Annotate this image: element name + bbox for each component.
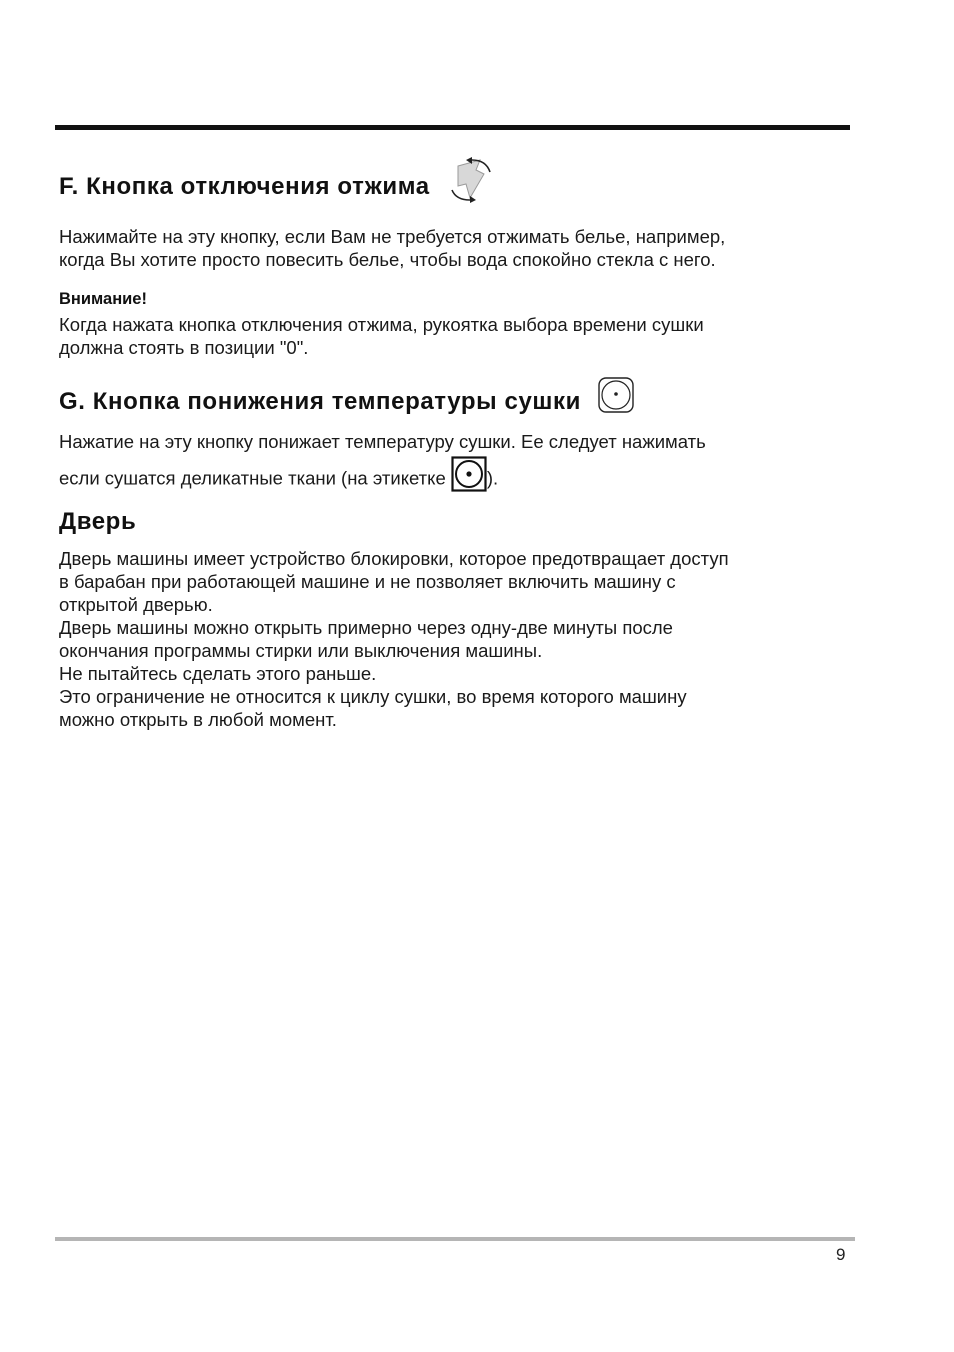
section-g-body-line — [59, 462, 706, 497]
section-door-heading — [59, 508, 136, 536]
section-door-body-line: Дверь машины можно открыть примерно через одну-две минуты после — [59, 617, 673, 638]
section-f-body-line: Нажимайте на эту кнопку, если Вам не требуется отжимать белье, например, — [59, 226, 726, 247]
section-door-body-line: Это ограничение не относится к циклу сушки, во время которого машину — [59, 686, 687, 707]
section-f-title: F. Кнопка отключения отжима — [59, 172, 430, 200]
section-door-body-line: открытой дверью. — [59, 594, 213, 615]
section-g-body-line-start: если сушатся деликатные ткани (на этикетке — [59, 467, 451, 489]
section-f-note-label: Внимание! — [59, 290, 147, 308]
no-spin-icon — [446, 156, 496, 211]
section-door-body-line: можно открыть в любой момент. — [59, 709, 337, 730]
section-f-body — [59, 225, 725, 271]
section-door-body-line: Не пытайтесь сделать этого раньше. — [59, 663, 377, 684]
section-door-body-line: Дверь машины имеет устройство блокировки, которое предотвращает доступ — [59, 548, 729, 569]
section-g-body — [59, 430, 706, 497]
section-f-heading — [59, 162, 496, 211]
section-f-body-line: когда Вы хотите просто повесить белье, чтобы вода спокойно стекла с него. — [59, 249, 716, 270]
section-f-note-line: должна стоять в позиции "0". — [59, 337, 309, 358]
section-door-title: Дверь — [59, 508, 137, 535]
section-g-title: G. Кнопка понижения температуры сушки — [59, 387, 581, 415]
section-g-body-line: Нажатие на эту кнопку понижает температуру сушки. Ее следует нажимать — [59, 431, 706, 452]
section-g-body-line-end: ). — [486, 467, 499, 489]
tumble-dry-low-label-icon — [451, 456, 487, 497]
section-f-note-line: Когда нажата кнопка отключения отжима, рукоятка выбора времени сушки — [59, 314, 704, 335]
section-door-body — [59, 547, 729, 731]
section-g-heading — [59, 382, 635, 421]
bottom-divider — [55, 1237, 855, 1241]
section-door-body-line: окончания программы стирки или выключения машины. — [59, 640, 543, 661]
section-door-body-line: в барабан при работающей машине и не позволяет включить машину с — [59, 571, 676, 592]
top-divider — [55, 125, 850, 130]
section-f-note-body — [59, 313, 704, 359]
low-temp-dry-icon — [597, 376, 635, 421]
page-number: 9 — [836, 1245, 846, 1264]
